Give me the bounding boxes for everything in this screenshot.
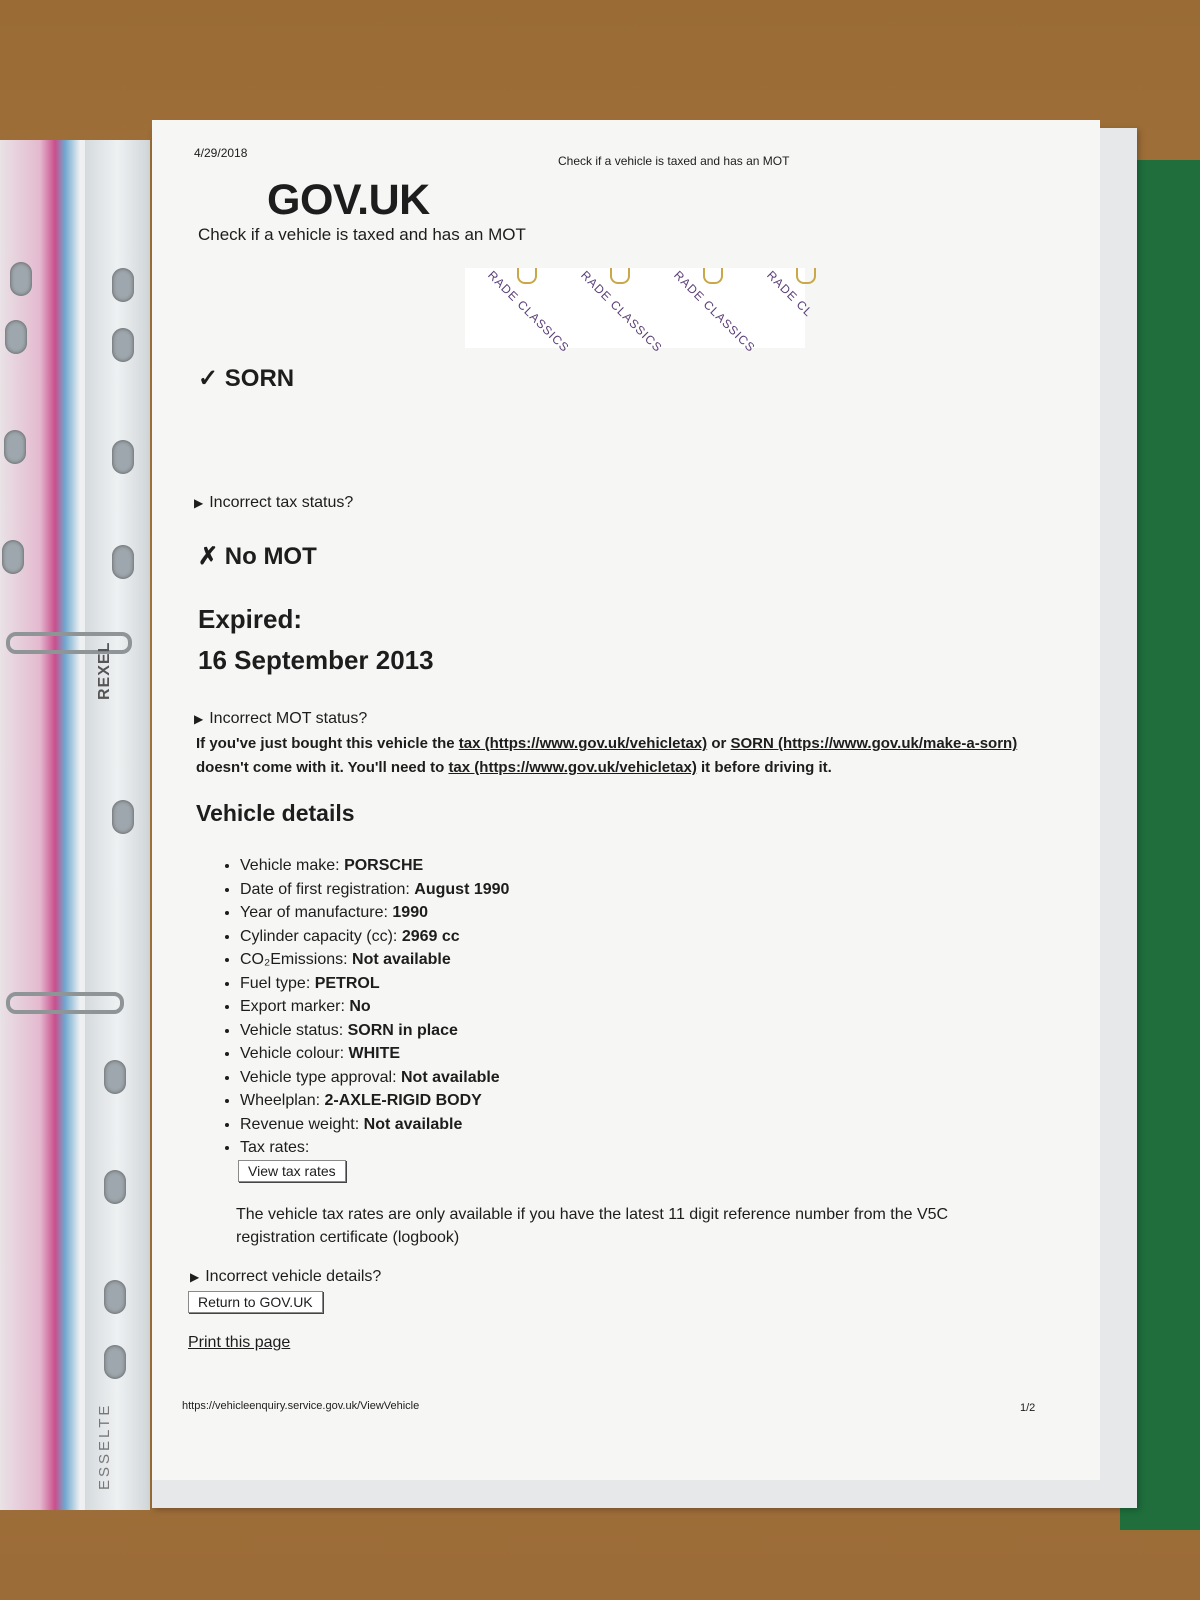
list-item [240,854,509,878]
mot-status-text: No MOT [224,543,317,570]
mot-expired-date: 16 September 2013 [198,645,434,675]
view-tax-rates-button[interactable]: View tax rates [238,1160,346,1182]
vehicle-details-heading: Vehicle details [196,800,355,826]
horn-icon [517,268,537,284]
print-page-link[interactable]: Print this page [188,1334,291,1351]
detail-label: Vehicle colour: [240,1045,349,1062]
rexel-brand: REXEL [96,641,113,700]
stamp-text: RADE CLASSICS [671,268,759,355]
punch-hole [10,262,32,296]
detail-label: Vehicle make: [240,857,345,874]
punch-hole [5,320,27,354]
govuk-logo: GOV.UK [267,176,430,224]
list-item [240,1066,509,1090]
service-subtitle: Check if a vehicle is taxed and has an MOT [198,225,526,244]
incorrect-mot-toggle[interactable] [194,710,367,728]
detail-label: Date of first registration: [240,880,415,898]
stamp-text: RADE CL [764,268,816,320]
tax-status [198,364,294,393]
detail-value: PORSCHE [344,857,424,874]
detail-label: Revenue weight: [240,1115,364,1133]
list-item [240,1136,509,1160]
list-item [240,995,509,1019]
binder-ring [6,992,124,1014]
tax-sorn-notice [196,732,1046,780]
notice-text: doesn't come with it. You'll need to [196,759,449,776]
detail-value: Not available [363,1115,463,1133]
list-item [240,948,509,972]
esselte-brand: ESSELTE [96,1402,113,1490]
triangle-right-icon: ▶ [194,712,204,726]
detail-label: Wheelplan: [240,1092,325,1109]
detail-label: Year of manufacture: [240,904,393,921]
detail-label: Export marker: [240,998,350,1015]
detail-value: PETROL [314,974,380,992]
tax-link[interactable]: tax (https://www.gov.uk/vehicletax) [458,735,708,752]
notice-text: or [707,735,731,752]
detail-value: Not available [352,951,451,968]
check-icon: ✓ [198,365,219,392]
detail-value: 1990 [392,904,428,921]
notice-text: it before driving it. [696,759,832,776]
horn-icon [796,268,816,284]
punch-hole [2,540,24,574]
list-item [240,1042,509,1066]
detail-label: CO₂Emissions: [240,951,353,968]
punch-hole [104,1345,126,1379]
punch-hole [4,430,26,464]
detail-label: Vehicle type approval: [240,1068,401,1086]
incorrect-vehicle-details-toggle[interactable] [190,1268,381,1286]
list-item [240,1019,509,1043]
incorrect-mot-label: Incorrect MOT status? [209,710,368,727]
punch-hole [112,545,134,579]
list-item [240,1113,509,1137]
detail-label: Tax rates: [240,1139,310,1156]
punch-hole [104,1060,126,1094]
punch-hole [112,328,134,362]
vehicle-details-list [222,854,509,1160]
notice-text: If you've just bought this vehicle the [196,735,459,752]
detail-value: No [349,998,371,1015]
cross-icon: ✗ [198,543,219,570]
horn-icon [610,268,630,284]
detail-value: Not available [401,1068,500,1086]
stamp-text: RADE CLASSICS [578,268,666,355]
triangle-right-icon: ▶ [190,1270,200,1284]
triangle-right-icon: ▶ [194,496,204,510]
punch-hole [112,440,134,474]
punch-hole [104,1280,126,1314]
detail-value: August 1990 [414,880,510,898]
detail-value: 2969 cc [401,927,460,945]
punch-hole [104,1170,126,1204]
print-header-title: Check if a vehicle is taxed and has an MOT [558,154,790,168]
detail-value: SORN in place [347,1021,458,1039]
footer-url: https://vehicleenquiry.service.gov.uk/ViewVehicle [182,1400,420,1412]
tax-rates-note: The vehicle tax rates are only available if you have the latest 11 digit reference number from the V5C registration certificate (logbook) [236,1206,949,1246]
detail-label: Fuel type: [240,974,315,992]
list-item [240,925,509,949]
stamp-text: RADE CLASSICS [485,268,573,355]
tax-link[interactable]: tax (https://www.gov.uk/vehicletax) [448,759,697,776]
list-item [240,972,509,996]
mot-status [198,542,317,571]
tax-status-text: SORN [224,365,295,392]
detail-label: Cylinder capacity (cc): [240,927,402,945]
punch-hole [112,800,134,834]
punch-hole [112,268,134,302]
list-item [240,1089,509,1113]
incorrect-tax-label: Incorrect tax status? [209,494,354,511]
printed-page [152,120,1100,1480]
list-item [240,901,509,925]
footer-page-number: 1/2 [1020,1402,1036,1414]
dealer-stamp [465,268,816,355]
incorrect-tax-toggle[interactable] [194,494,353,512]
return-to-govuk-button[interactable]: Return to GOV.UK [188,1291,323,1313]
detail-label: Vehicle status: [240,1021,348,1039]
detail-value: WHITE [348,1045,401,1062]
incorrect-vehicle-details-label: Incorrect vehicle details? [205,1268,382,1285]
sorn-link[interactable]: SORN (https://www.gov.uk/make-a-sorn) [730,735,1018,752]
print-date: 4/29/2018 [194,146,248,160]
detail-value: 2-AXLE-RIGID BODY [324,1092,482,1109]
horn-icon [703,268,723,284]
mot-expired-label: Expired: [198,604,303,634]
list-item [240,878,509,902]
